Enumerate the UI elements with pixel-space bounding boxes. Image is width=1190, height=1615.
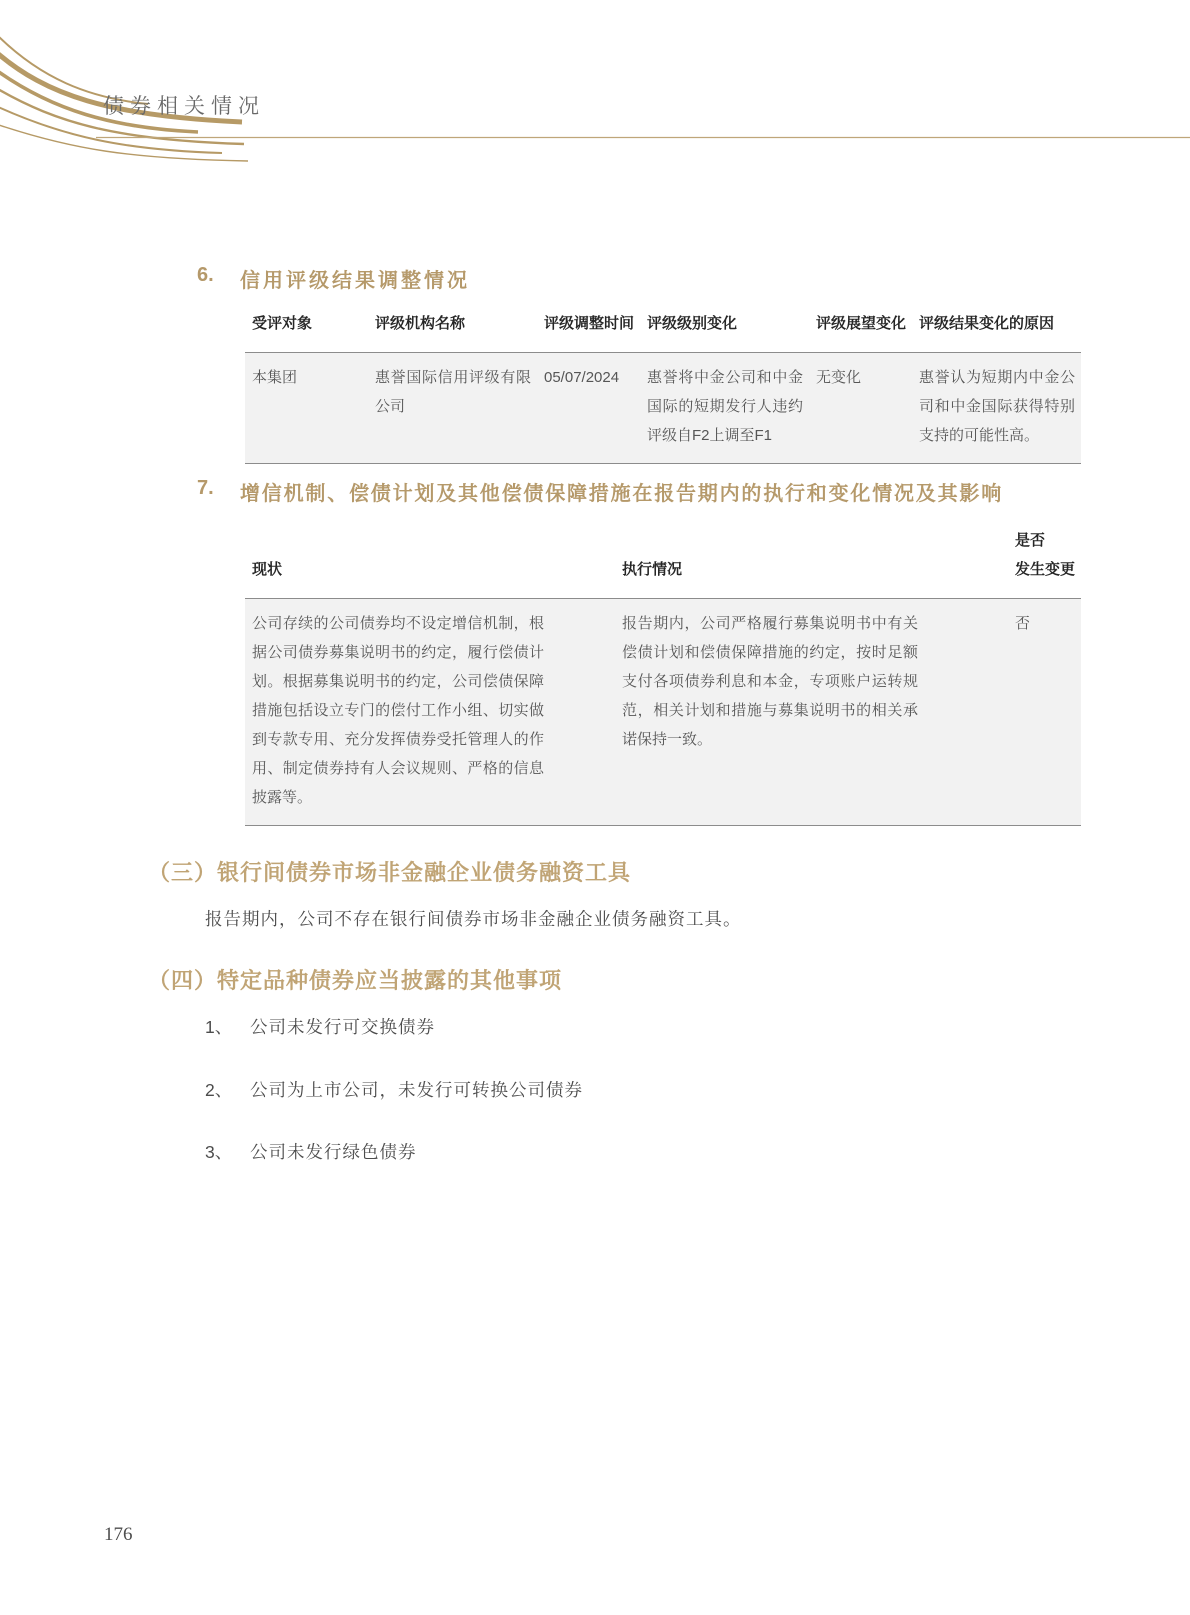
disclosure-item-1 [205, 1014, 435, 1039]
section6-heading [197, 264, 470, 293]
debt-protection-table [245, 520, 1081, 826]
disclosure-item-1-text: 公司未发行可交换债券 [250, 1017, 435, 1037]
cell-execution: 报告期内，公司严格履行募集说明书中有关偿债计划和偿债保障措施的约定，按时足额支付各项债券利息和本金，专项账户运转规范，相关计划和措施与募集说明书的相关承诺保持一致。 [620, 599, 1013, 826]
cell-outlook-change: 无变化 [809, 353, 912, 464]
cell-change-reason: 惠誉认为短期内中金公司和中金国际获得特别支持的可能性高。 [912, 353, 1081, 464]
cell-changed: 否 [1013, 599, 1081, 826]
col-agency: 评级机构名称 [368, 303, 537, 353]
credit-rating-table [245, 303, 1081, 464]
section6-number: 6. [197, 264, 214, 286]
section6-title: 信用评级结果调整情况 [240, 270, 470, 292]
section7-heading [197, 477, 1003, 506]
disclosure-item-3-text: 公司未发行绿色债券 [250, 1142, 417, 1162]
disclosure-item-3-number: 3、 [205, 1142, 233, 1162]
col-changed-line2: 发生变更 [1015, 561, 1076, 578]
disclosure-item-2 [205, 1077, 583, 1102]
col-change-reason: 评级结果变化的原因 [912, 303, 1081, 353]
col-status: 现状 [245, 520, 620, 599]
page-header-title: 债券相关情况 [103, 94, 265, 118]
credit-rating-table-header-row [245, 303, 1081, 353]
col-changed-line1: 是否 [1015, 532, 1046, 549]
section-c-heading [148, 856, 631, 887]
page-number: 176 [104, 1524, 133, 1545]
cell-agency: 惠誉国际信用评级有限公司 [368, 353, 537, 464]
section-c-title: 银行间债券市场非金融企业债务融资工具 [217, 860, 632, 885]
section-c-label: （三） [148, 860, 218, 885]
section-c-paragraph: 报告期内，公司不存在银行间债券市场非金融企业债务融资工具。 [205, 909, 742, 929]
section-d-label: （四） [148, 968, 218, 993]
section-d-title: 特定品种债券应当披露的其他事项 [217, 968, 563, 993]
col-changed [1013, 520, 1081, 599]
header-flourish-graphic [0, 0, 1190, 170]
disclosure-item-1-number: 1、 [205, 1017, 233, 1037]
section7-title: 增信机制、偿债计划及其他偿债保障措施在报告期内的执行和变化情况及其影响 [240, 483, 1003, 505]
debt-protection-table-row [245, 599, 1081, 826]
section-d-heading [148, 964, 562, 995]
debt-protection-table-header-row [245, 520, 1081, 599]
cell-status: 公司存续的公司债券均不设定增信机制，根据公司债券募集说明书的约定，履行偿债计划。根据募集说明书的约定，公司偿债保障措施包括设立专门的偿付工作小组、切实做到专款专用、充分发挥债券受托管理人的作用、制定债券持有人会议规则、严格的信息披露等。 [245, 599, 620, 826]
col-rated-entity: 受评对象 [245, 303, 368, 353]
disclosure-item-3 [205, 1139, 417, 1164]
cell-rated-entity: 本集团 [245, 353, 368, 464]
cell-adjust-date: 05/07/2024 [537, 353, 640, 464]
credit-rating-table-row [245, 353, 1081, 464]
cell-level-change: 惠誉将中金公司和中金国际的短期发行人违约评级自F2上调至F1 [640, 353, 809, 464]
col-adjust-date: 评级调整时间 [537, 303, 640, 353]
col-execution: 执行情况 [620, 520, 1013, 599]
disclosure-item-2-number: 2、 [205, 1080, 233, 1100]
col-level-change: 评级级别变化 [640, 303, 809, 353]
section7-number: 7. [197, 477, 214, 499]
col-outlook-change: 评级展望变化 [809, 303, 912, 353]
disclosure-item-2-text: 公司为上市公司，未发行可转换公司债券 [250, 1080, 583, 1100]
